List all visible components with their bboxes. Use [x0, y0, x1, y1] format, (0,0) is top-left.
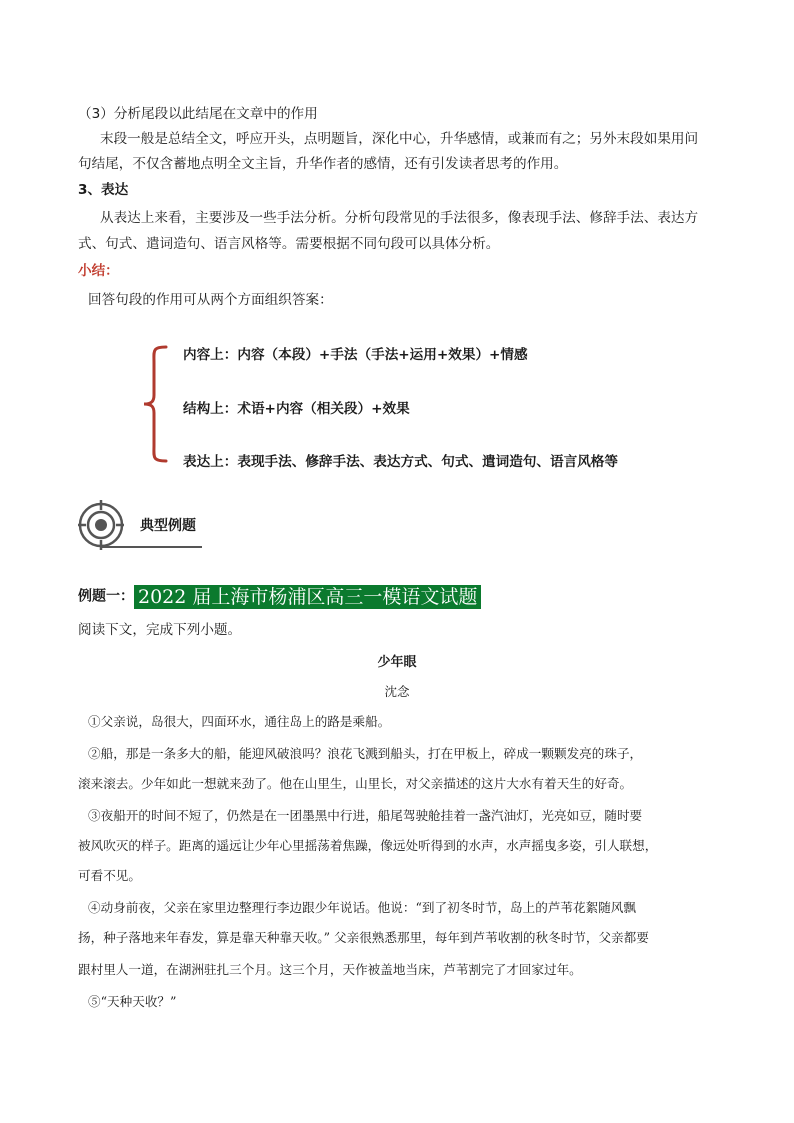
paragraph-line: 句结尾，不仅含蓄地点明全文主旨，升华作者的感情，还有引发读者思考的作用。	[78, 156, 568, 172]
passage-line: 扬，种子落地来年春发，算是靠天种靠天收。” 父亲很熟悉那里，每年到芦苇收割的秋冬时节，父亲都要	[78, 930, 649, 945]
passage-title: 少年眼	[377, 655, 417, 670]
passage-author: 沈念	[384, 684, 410, 699]
curly-bracket	[140, 343, 170, 465]
example-heading	[78, 582, 481, 609]
example-label: 例题一：	[78, 588, 134, 605]
example-title: 2022 届上海市杨浦区高三一模语文试题	[134, 585, 481, 609]
paragraph-line: 末段一般是总结全文，呼应开头，点明题旨，深化中心，升华感情，或兼而有之；另外末段如果用问	[100, 131, 699, 147]
passage-line: ④动身前夜，父亲在家里边整理行李边跟少年说话。他说：“到了初冬时节，岛上的芦苇花絮随风飘	[88, 900, 636, 915]
section-banner	[78, 499, 208, 551]
passage-line: ③夜船开的时间不短了，仍然是在一团墨黑中行进，船尾驾驶舱挂着一盏汽油灯，光亮如豆，随时要	[88, 808, 643, 823]
passage-line: ⑤“天种天收？”	[88, 994, 177, 1009]
section-heading: 3、表达	[78, 182, 129, 198]
passage-line: ①父亲说，岛很大，四面环水，通往岛上的路是乘船。	[88, 714, 391, 729]
paragraph-line: 式、句式、遣词造句、语言风格等。需要根据不同句段可以具体分析。	[78, 236, 500, 252]
passage-line: 滚来滚去。少年如此一想就来劲了。他在山里生，山里长，对父亲描述的这片大水有着天生的好奇。	[78, 776, 633, 791]
summary-item-content: 内容上：内容（本段）+手法（手法+运用+效果）+情感	[183, 347, 528, 363]
summary-intro: 回答句段的作用可从两个方面组织答案：	[88, 292, 333, 308]
passage-line: 跟村里人一道，在湖洲驻扎三个月。这三个月，天作被盖地当床，芦苇割完了才回家过年。	[78, 962, 582, 977]
passage-line: ②船，那是一条多大的船，能迎风破浪吗？浪花飞溅到船头，打在甲板上，碎成一颗颗发亮的珠子，	[88, 746, 643, 761]
sub-heading: （3）分析尾段以此结尾在文章中的作用	[78, 106, 318, 122]
summary-item-expression: 表达上：表现手法、修辞手法、表达方式、句式、遣词造句、语言风格等	[183, 454, 618, 470]
passage-line: 被风吹灭的样子。距离的遥远让少年心里摇荡着焦躁，像远处听得到的水声，水声摇曳多姿，引人联想，	[78, 838, 658, 853]
paragraph-line: 从表达上来看，主要涉及一些手法分析。分析句段常见的手法很多，像表现手法、修辞手法、表达方	[100, 210, 699, 226]
summary-label: 小结：	[78, 263, 119, 279]
instruction: 阅读下文，完成下列小题。	[78, 622, 242, 638]
passage-line: 可看不见。	[78, 868, 141, 883]
summary-item-structure: 结构上：术语+内容（相关段）+效果	[183, 401, 410, 417]
section-banner-title: 典型例题	[140, 518, 196, 534]
